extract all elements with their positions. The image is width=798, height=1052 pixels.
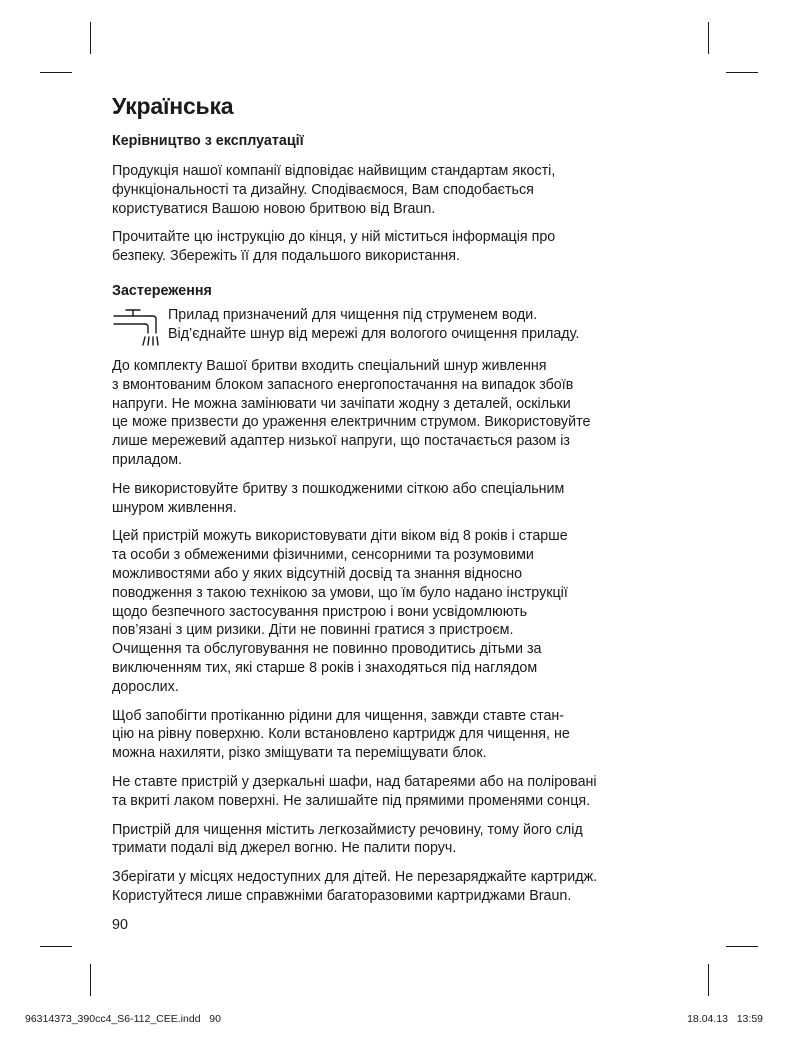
crop-mark-bottom-left-vertical — [90, 964, 91, 996]
icon-paragraph: Прилад призначений для чищення під струменем води. Від’єднайте шнур від мережі для вологого очищення приладу. — [168, 306, 580, 342]
body-paragraph-4: Щоб запобігти протіканню рідини для чищення, завжди ставте стан- цію на рівну поверхню. Коли встановлено картридж для чищення, не можна нахиляти, різко зміщувати та переміщувати блок. — [112, 707, 570, 762]
warnings-heading: Застереження — [112, 282, 212, 299]
body-paragraph-5: Не ставте пристрій у дзеркальні шафи, над батареями або на поліровані та вкриті лаком поверхні. Не залишайте під прямими променями сонця. — [112, 773, 597, 809]
crop-mark-top-right-vertical — [708, 22, 709, 54]
intro-paragraph-2: Прочитайте цю інструкцію до кінця, у ній міститься інформація про безпеку. Збережіть її для подальшого використання. — [112, 229, 556, 265]
crop-mark-bottom-right-horizontal — [726, 946, 758, 947]
crop-mark-bottom-right-vertical — [708, 964, 709, 996]
page-number: 90 — [112, 916, 128, 933]
section-title: Керівництво з експлуатації — [112, 133, 304, 149]
body-paragraph-3: Цей пристрій можуть використовувати діти віком від 8 років і старше та особи з обмеженими фізичними, сенсорними та розумовими можливостями або у яких відсутній досвід та знання відносно поводження з такою технікою за умови, що їм було надано інструкції щодо безпечного застосування пристрою і вони усвідомлюють пов’язані з цим ризики. Діти не повинні гратися з пристроєм. Очищення та обслуговування не повинно проводитись дітьми за виключенням тих, які старше 8 років і знаходяться під наглядом дорослих. — [112, 528, 568, 695]
crop-mark-top-left-horizontal — [40, 72, 72, 73]
body-paragraph-6: Пристрій для чищення містить легкозаймисту речовину, тому його слід тримати подалі від джерел вогню. Не палити поруч. — [112, 821, 583, 857]
intro-paragraph-1: Продукція нашої компанії відповідає найвищим стандартам якості, функціональності та дизайну. Сподіваємося, Вам сподобається користуватися Вашою новою бритвою від Braun. — [112, 163, 556, 217]
water-tap-icon — [112, 307, 160, 347]
crop-mark-bottom-left-horizontal — [40, 946, 72, 947]
body-paragraph-1: До комплекту Вашої бритви входить спеціальний шнур живлення з вмонтованим блоком запасного енергопостачання на випадок збоїв напруги. Не можна замінювати чи зачіпати жодну з деталей, оскільки це може призвести до ураження електричним струмом. Використовуйте лише мережевий адаптер низької напруги, що постачається разом із приладом. — [112, 357, 591, 468]
body-paragraph-7: Зберігати у місцях недоступних для дітей. Не перезаряджайте картридж. Користуйтеся лише справжніми багаторазовими картриджами Braun. — [112, 869, 598, 904]
footer-datetime: 18.04.13 13:59 — [687, 1013, 763, 1025]
page-title: Українська — [112, 93, 234, 119]
water-cleaning-notice — [112, 306, 692, 347]
crop-mark-top-left-vertical — [90, 22, 91, 54]
page-content — [112, 92, 692, 934]
crop-mark-top-right-horizontal — [726, 72, 758, 73]
footer-file-info: 96314373_390cc4_S6-112_CEE.indd 90 — [25, 1013, 221, 1025]
body-paragraph-2: Не використовуйте бритву з пошкодженими сіткою або спеціальним шнуром живлення. — [112, 480, 565, 516]
